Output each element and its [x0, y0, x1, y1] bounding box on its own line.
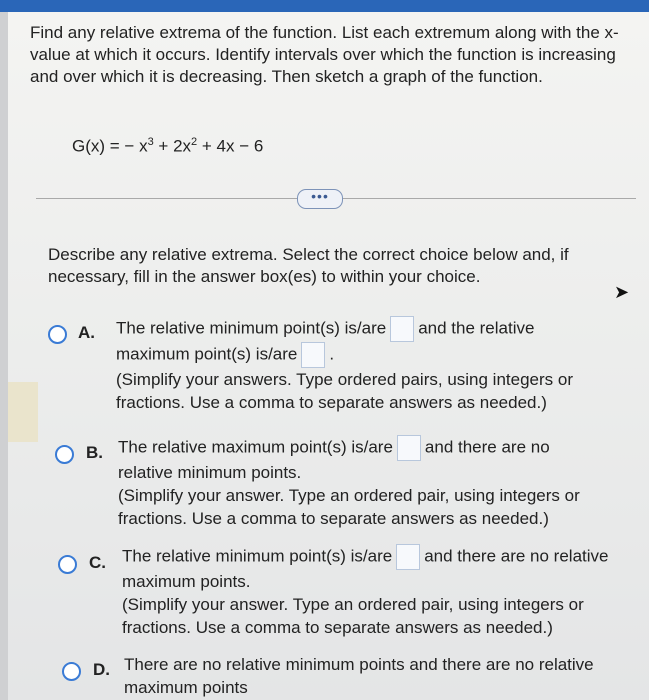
- choice-a-note1: (Simplify your answers. Type ordered pairs, using integers or: [116, 370, 573, 389]
- exponent-2: 2: [191, 136, 198, 148]
- choice-b-line1-post: and there are no: [424, 437, 550, 457]
- choice-a-line1-pre: The relative minimum point(s) is/are: [116, 318, 387, 338]
- choice-a-letter: A.: [78, 323, 95, 342]
- choice-b-text: [118, 435, 618, 530]
- instruction-text: Describe any relative extrema. Select the correct choice below and, if necessary, fill in the answer box(es) to within your choice.: [48, 245, 569, 286]
- function-prefix: G(x) = − x: [72, 136, 148, 156]
- answer-box-a-max[interactable]: [301, 342, 325, 368]
- answer-box-b[interactable]: [397, 435, 421, 461]
- choice-c-line2: maximum points.: [122, 572, 251, 591]
- choice-d-letter: D.: [93, 660, 110, 679]
- left-highlight: [8, 382, 38, 442]
- choice-c-line1-pre: The relative minimum point(s) is/are: [122, 546, 393, 566]
- answer-box-a-min[interactable]: [390, 316, 414, 342]
- choice-a-note2: fractions. Use a comma to separate answers as needed.): [116, 393, 547, 412]
- choice-a-text: [116, 316, 616, 414]
- function-mid: + 2x: [153, 136, 192, 156]
- choice-b-note1: (Simplify your answer. Type an ordered pair, using integers or: [118, 486, 580, 505]
- question-prompt: Find any relative extrema of the function. List each extremum along with the x-value at which it occurs. Identify intervals over which the function is increasing and over which it is decreasing. Then sketch a graph of the function.: [30, 23, 619, 86]
- choice-a-line1-post: and the relative: [418, 318, 535, 338]
- exponent-3: 3: [147, 136, 154, 148]
- choice-c-text: [122, 544, 632, 639]
- choice-b-line2: relative minimum points.: [118, 463, 302, 482]
- top-bar: [0, 0, 649, 12]
- mouse-cursor-icon: ➤: [614, 282, 630, 302]
- choice-d-text: [124, 653, 634, 699]
- choice-c-letter: C.: [89, 553, 106, 572]
- radio-choice-d[interactable]: [62, 662, 81, 681]
- more-button[interactable]: •••: [297, 189, 343, 209]
- function-expression: [72, 136, 263, 157]
- choice-a-line2-pre: maximum point(s) is/are: [116, 344, 298, 364]
- choice-c-note2: fractions. Use a comma to separate answers as needed.): [122, 618, 553, 637]
- choice-d-line2: maximum points: [124, 678, 248, 697]
- answer-box-c[interactable]: [396, 544, 420, 570]
- choice-b-letter: B.: [86, 443, 103, 462]
- choice-b-note2: fractions. Use a comma to separate answers as needed.): [118, 509, 549, 528]
- radio-choice-a[interactable]: [48, 325, 67, 344]
- choice-c-note1: (Simplify your answer. Type an ordered pair, using integers or: [122, 595, 584, 614]
- choice-a-line2-post: .: [329, 344, 335, 364]
- choice-b-line1-pre: The relative maximum point(s) is/are: [118, 437, 393, 457]
- radio-choice-b[interactable]: [55, 445, 74, 464]
- choice-d-line1: There are no relative minimum points and there are no relative: [124, 655, 594, 674]
- radio-choice-c[interactable]: [58, 555, 77, 574]
- function-suffix: + 4x − 6: [197, 136, 264, 156]
- choice-c-line1-post: and there are no relative: [424, 546, 609, 566]
